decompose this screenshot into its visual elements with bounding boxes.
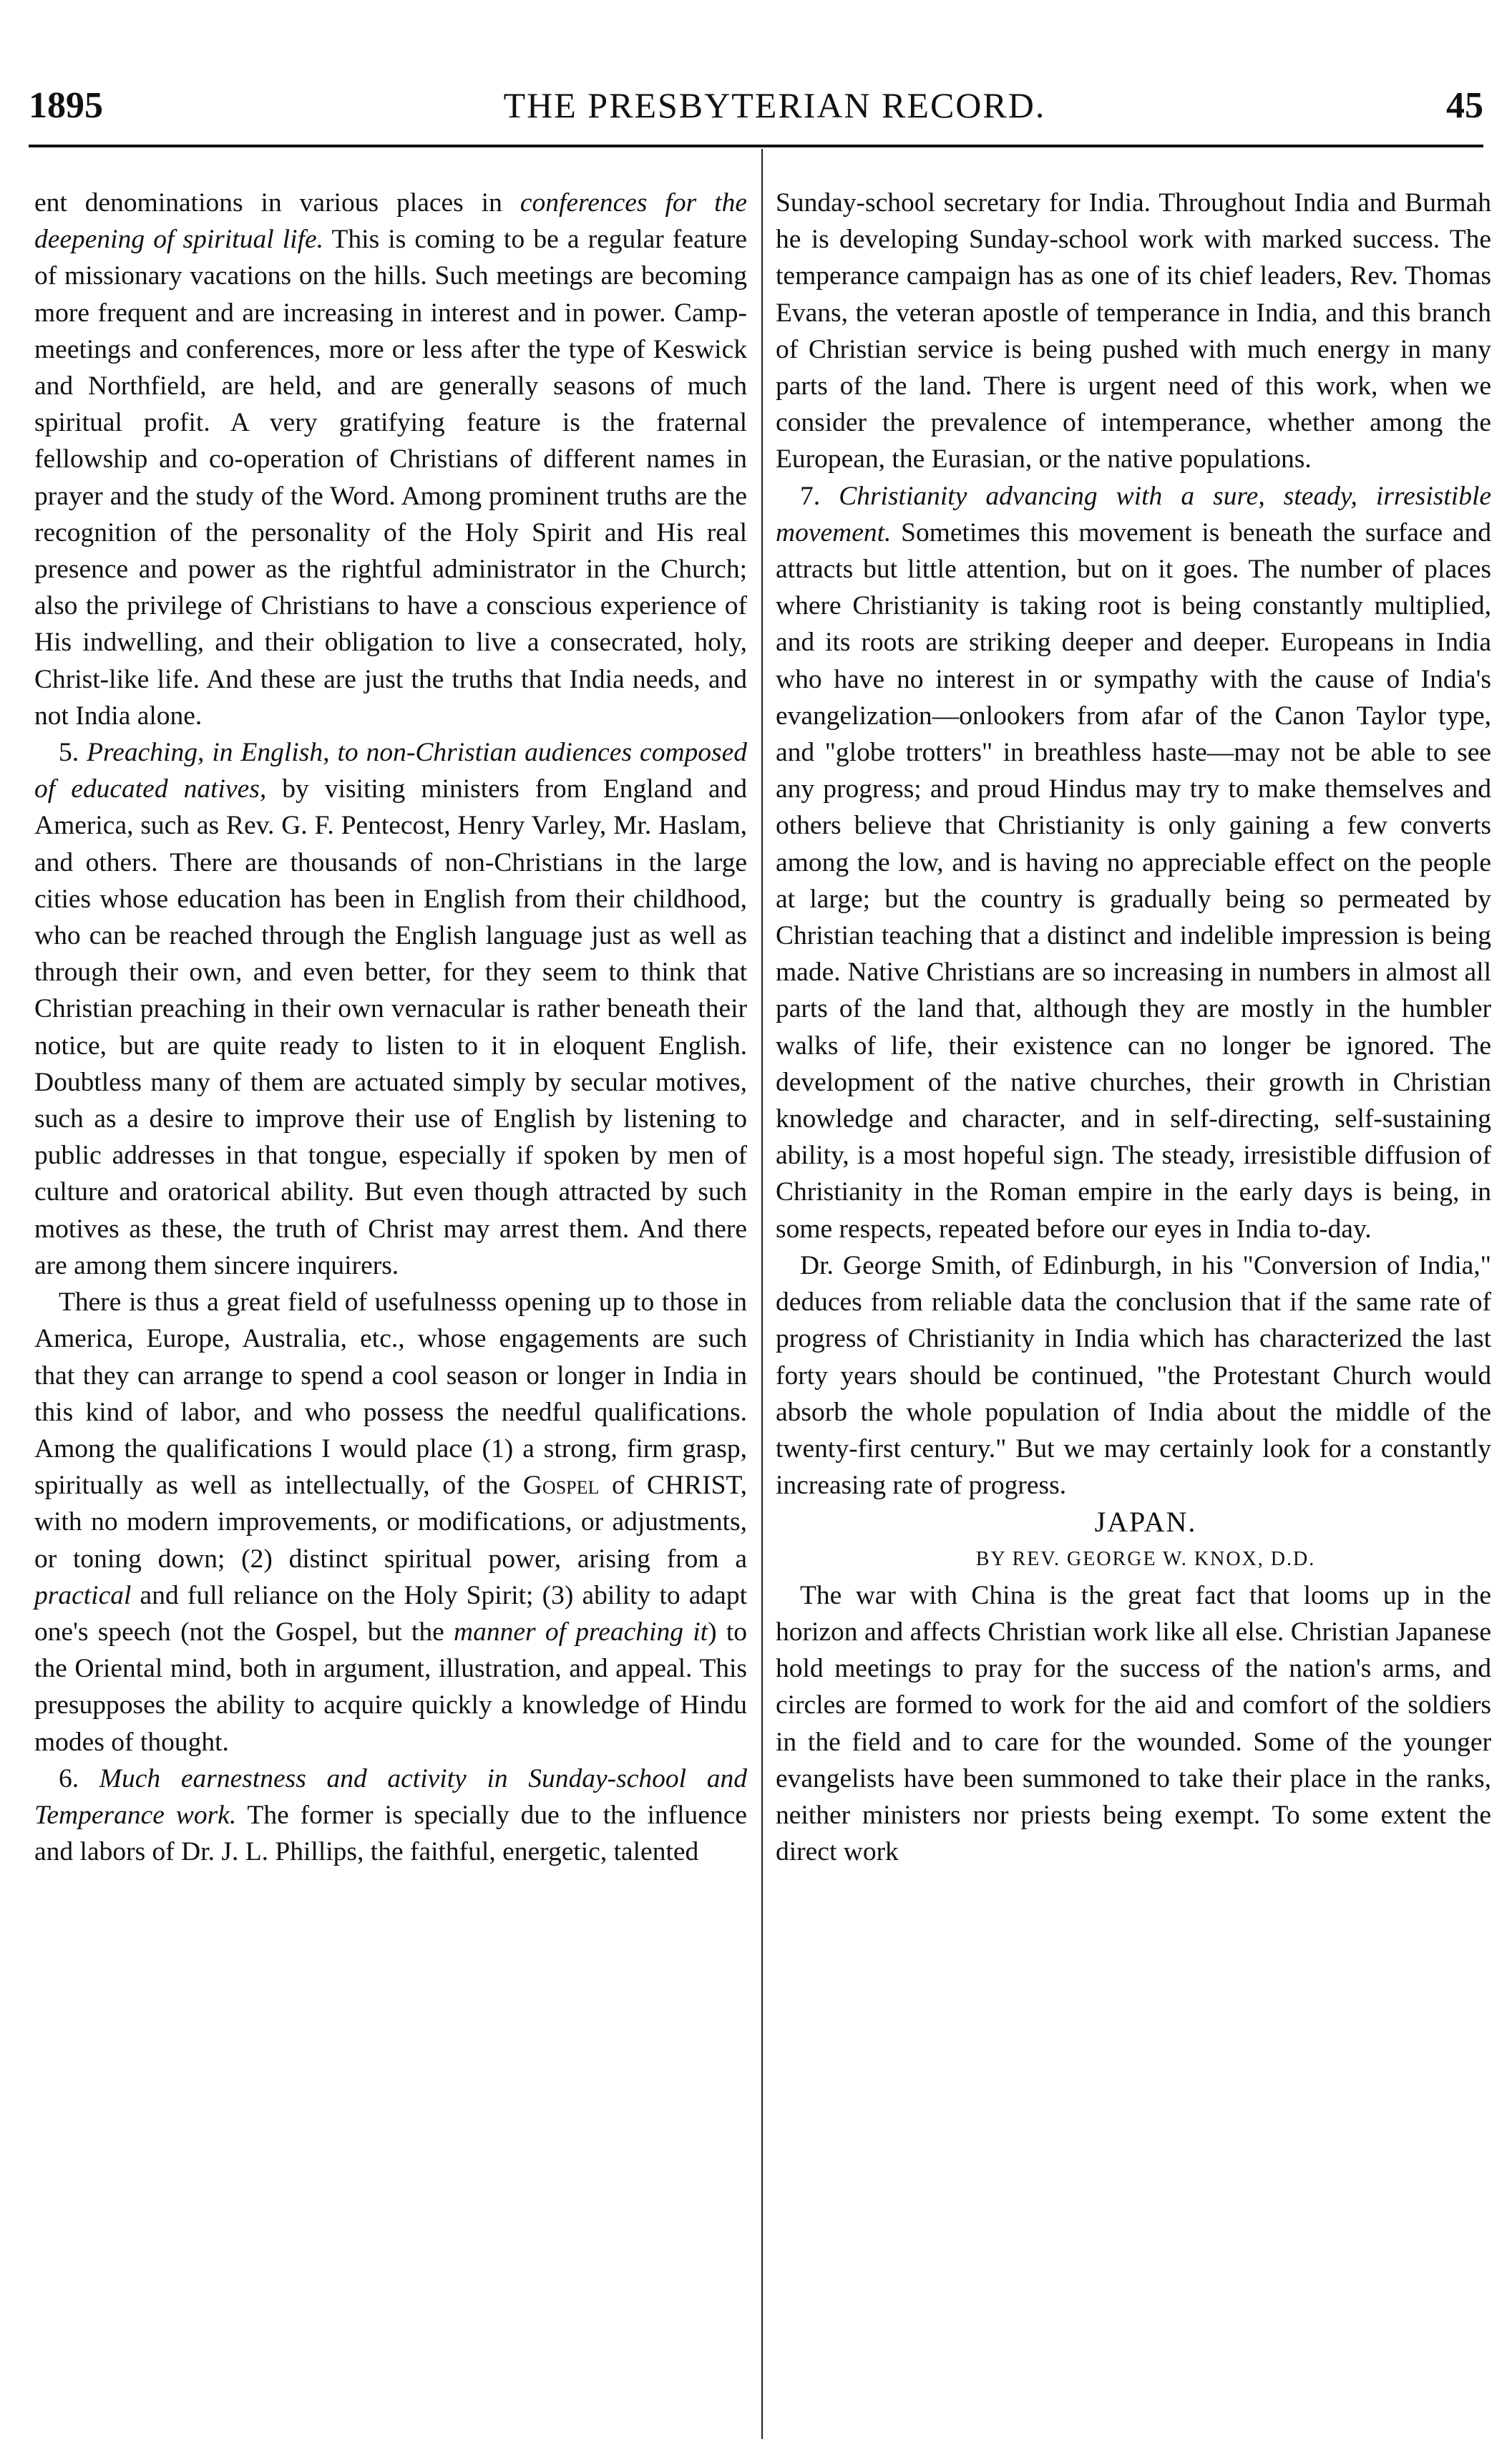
- paragraph-war-with-china: The war with China is the great fact that looms up in the horizon and affects Christian work like all else. Christian Japanese hold meetings to pray for the success of the nation's arms, and circles are formed to work for the aid and comfort of the soldiers in the field and to care for the wounded. Some of the younger evangelists have been summoned to take their place in the ranks, neither ministers nor priests being exempt. To some extent the direct work: [776, 1580, 1491, 1867]
- column-divider: [761, 149, 763, 2439]
- running-header: [29, 84, 1483, 142]
- article-byline: BY REV. GEORGE W. KNOX, D.D.: [975, 1547, 1316, 1570]
- section-title-japan: JAPAN.: [1094, 1506, 1197, 1539]
- paragraph-christianity-advancing: 7. Christianity advancing with a sure, steady, irresistible movement. Sometimes this movement is beneath the surface and attracts but little attention, but on it goes. The number of places where Christianity is taking root is being constantly multiplied, and its roots are striking deeper and deeper. Europeans in India who have no interest in or sympathy with the cause of India's evangelization—onlookers from afar of the Canon Taylor type, and "globe trotters" in breathless haste—may not be able to see any progress; and proud Hindus may try to make themselves and others believe that Christianity is only gaining a few converts among the low, and is having no appreciable effect on the people at large; but the country is gradually being so permeated by Christian teaching that a distinct and indelible impression is being made. Native Christians are so increasing in numbers in almost all parts of the land that, although they are mostly in the humbler walks of life, their existence can no longer be ignored. The development of the native churches, their growth in Christian knowledge and character, and in self-directing, self-sustaining ability, is a most hopeful sign. The steady, irresistible diffusion of Christianity in the Roman empire in the early days is being, in some respects, repeated before our eyes in India to-day.: [776, 481, 1492, 1244]
- journal-title: THE PRESBYTERIAN RECORD.: [503, 85, 1046, 125]
- left-column: [34, 185, 747, 1870]
- page-number: 45: [1445, 85, 1483, 126]
- right-column: [776, 185, 1491, 1870]
- header-year: 1895: [29, 85, 103, 126]
- paragraph-george-smith: Dr. George Smith, of Edinburgh, in his "Conversion of India," deduces from reliable data the conclusion that if the same rate of progress of Christianity in India which has characterized the last forty years should be continued, "the Protestant Church would absorb the whole population of India about the middle of the twenty-first century." But we may certainly look for a constantly increasing rate of progress.: [776, 1250, 1491, 1501]
- paragraph-preaching-english: 5. Preaching, in English, to non-Christian audiences composed of educated natives, by visiting ministers from England and America, such as Rev. G. F. Pentecost, Henry Varley, Mr. Haslam, and others. There are thousands of non-Christians in the large cities whose education has been in English from their childhood, who can be reached through the English language just as well as through their own, and even better, for they seem to think that Christian preaching in their own vernacular is rather beneath their notice, but are quite ready to listen to it in eloquent English. Doubtless many of them are actuated simply by secular motives, such as a desire to improve their use of English by listening to public addresses in that tongue, especially if spoken by men of culture and oratorical ability. But even though attracted by such motives as these, the truth of Christ may arrest them. And there are among them sincere inquirers.: [34, 738, 748, 1280]
- paragraph-temperance: Sunday-school secretary for India. Throughout India and Burmah he is developing Sunday-school work with marked success. The temperance campaign has as one of its chief leaders, Rev. Thomas Evans, the veteran apostle of temperance in India, and this branch of Christian service is being pushed with much energy in many parts of the land. There is urgent need of this work, when we consider the prevalence of intemperance, whether among the European, the Eurasian, or the native populations.: [776, 188, 1491, 474]
- paragraph-conferences: ent denominations in various places in conferences for the deepening of spiritual life. This is coming to be a regular feature of missionary vacations on the hills. Such meetings are becoming more frequent and are increasing in interest and in power. Camp-meetings and conferences, more or less after the type of Keswick and Northfield, are held, and are generally seasons of much spiritual profit. A very gratifying feature is the fraternal fellowship and co-operation of Christians of different names in prayer and the study of the Word. Among prominent truths are the recognition of the personality of the Holy Spirit and His real presence and power as the rightful administrator in the Church; also the privilege of Christians to have a conscious experience of His indwelling, and their obligation to live a consecrated, holy, Christ-like life. And these are just the truths that India needs, and not India alone.: [34, 188, 747, 731]
- header-rule: [29, 145, 1483, 147]
- paragraph-field-of-usefulness: There is thus a great field of usefulnesss opening up to those in America, Europe, Australia, etc., whose engagements are such that they can arrange to spend a cool season or longer in India in this kind of labor, and who possess the needful qualifications. Among the qualifications I would place (1) a strong, firm grasp, spiritually as well as intellectually, of the Gospel of CHRIST, with no modern improvements, or modifications, or adjustments, or toning down; (2) distinct spiritual power, arising from a practical and full reliance on the Holy Spirit; (3) ability to adapt one's speech (not the Gospel, but the manner of preaching it) to the Oriental mind, both in argument, illustration, and appeal. This presupposes the ability to acquire quickly a knowledge of Hindu modes of thought.: [34, 1287, 747, 1757]
- paragraph-sunday-school: 6. Much earnestness and activity in Sunday-school and Temperance work. The former is specially due to the influence and labors of Dr. J. L. Phillips, the faithful, energetic, talented: [34, 1763, 747, 1867]
